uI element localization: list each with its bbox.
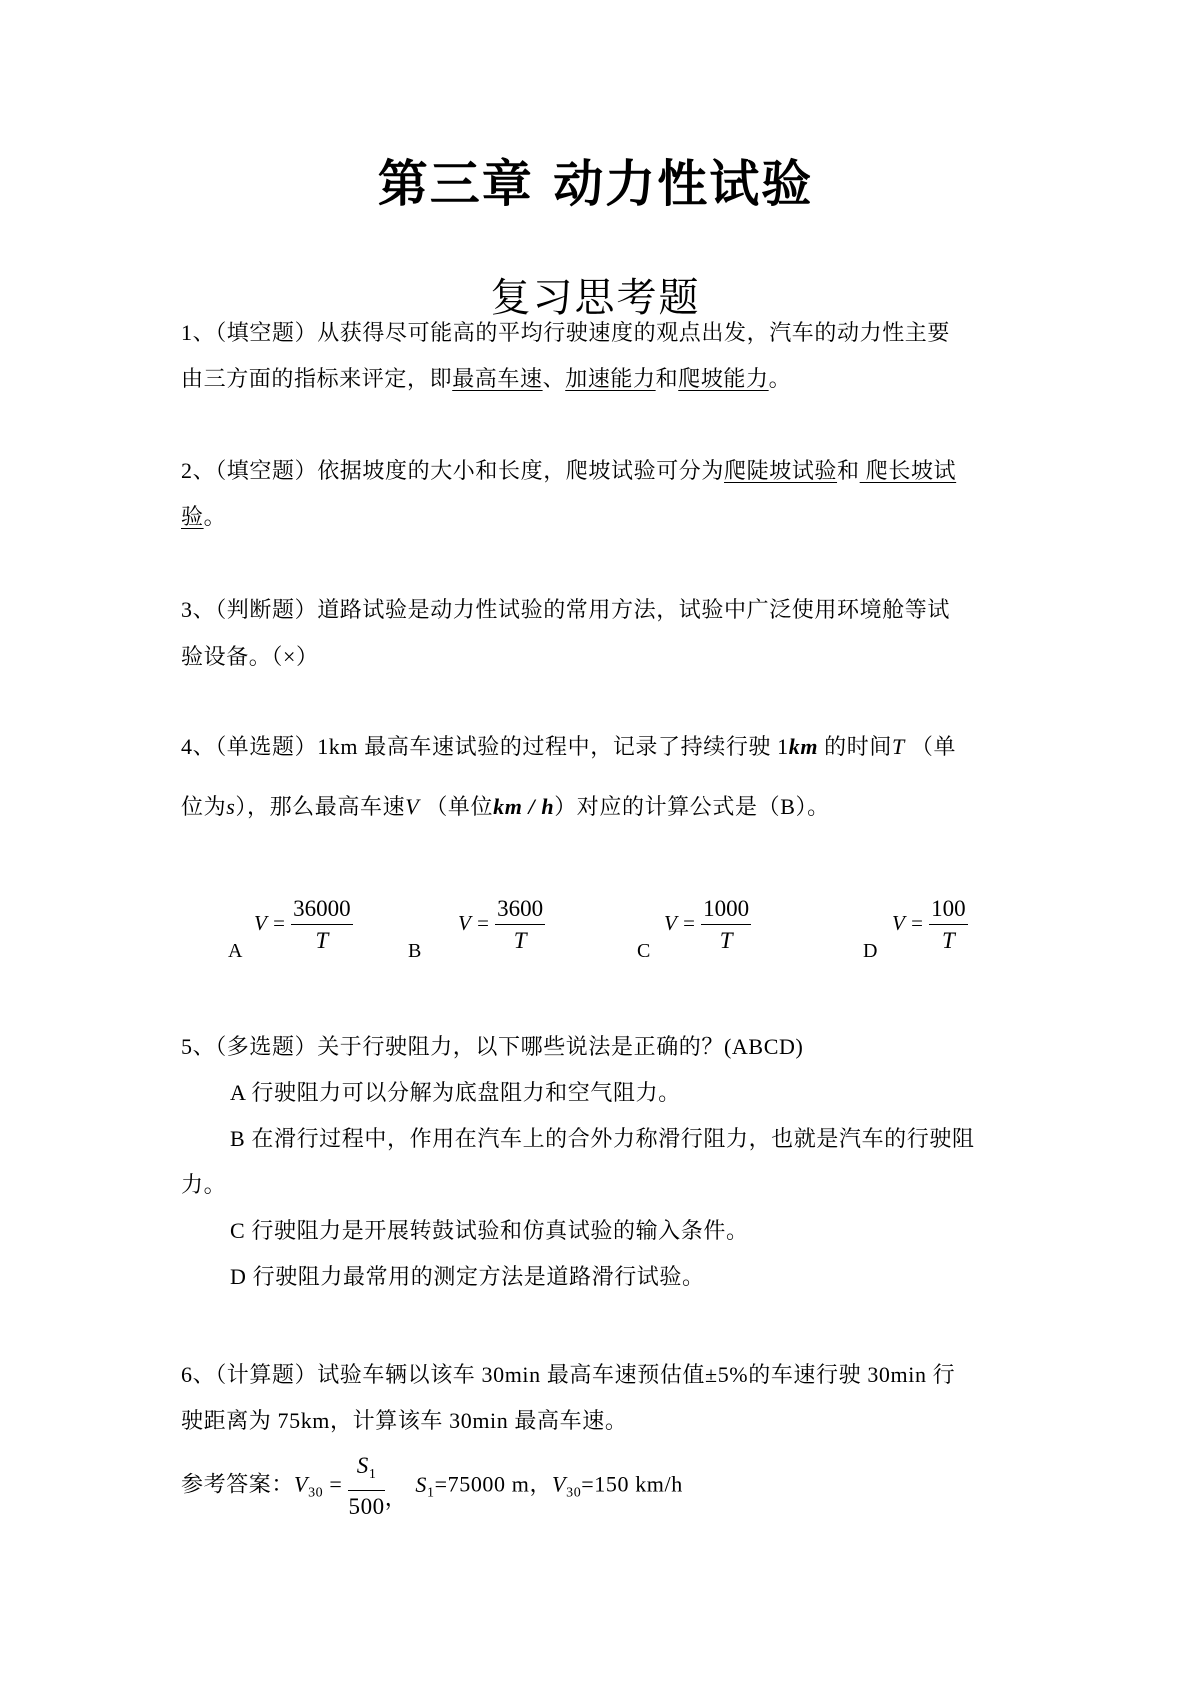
q6-fraction-denominator: 500 [348,1494,385,1519]
q4-unit-km: km [788,734,819,759]
q6-line-1: 6、（计算题）试验车辆以该车 30min 最高车速预估值±5%的车速行驶 30min 行 [181,1362,956,1387]
q6-s1-value: =75000 m， [434,1471,553,1497]
q1-answer-3: 爬坡能力 [678,366,769,391]
q6-s-symbol: S [356,1453,369,1478]
q1-answer-1: 最高车速 [452,366,543,391]
q4-unit-kmh: km / h [493,794,555,819]
q4-option-c-label: C [637,940,651,962]
q4-option-b-label: B [408,940,422,962]
q4-option-b-denominator: T [513,928,527,953]
q4-text-e: ），那么最高车速 [235,794,406,819]
q4-var-V: V [405,794,420,819]
q4-option-d-fraction [929,895,968,955]
q5-line-1: 5、（多选题）关于行驶阻力，以下哪些说法是正确的？(ABCD) [181,1034,804,1059]
q4-line-1 [181,730,1016,764]
q4-text-f: （单位 [419,794,494,819]
q4-option-d-lhs: V = [892,910,924,935]
q1-separator-1: 、 [542,366,566,391]
q4-option-a-formula [254,895,353,955]
q5-option-d: D 行驶阻力最常用的测定方法是道路滑行试验。 [230,1264,705,1289]
q6-v-subscript: 30 [308,1485,324,1501]
q6-answer [181,1452,1016,1531]
q1-text: 由三方面的指标来评定，即 [181,366,453,391]
q4-option-a-label: A [228,940,243,962]
q6-s-subscript: 1 [368,1467,377,1482]
q6-s1-symbol: S [415,1471,428,1497]
q6-v30-value: =150 km/h [581,1471,683,1497]
q3-line-2: 验设备。（×） [181,644,319,669]
q4-var-T: T [891,734,905,759]
q4-line-2 [181,790,1016,824]
q6-equals: = [323,1471,349,1497]
q6-s1-subscript: 1 [427,1485,435,1501]
q6-answer-label: 参考答案： [181,1471,295,1497]
section-subtitle: 复习思考题 [490,275,701,320]
q6-fraction-numerator [348,1452,384,1491]
q4-option-c-fraction [701,895,751,955]
q4-option-b-lhs: V = [458,910,490,935]
q4-option-c-denominator: T [719,928,733,953]
q4-option-a-fraction [291,895,353,955]
q4-option-d-denominator: T [941,928,955,953]
q2-mid: 和 [837,458,860,483]
q4-text-b: 的时间 [818,734,892,759]
q6-v-symbol: V [294,1471,309,1497]
q4-option-d-formula [892,895,968,955]
q4-option-c-numerator: 1000 [701,895,751,925]
q6-v30-symbol: V [552,1471,567,1497]
q4-option-a-lhs: V = [254,910,286,935]
q4-option-b-fraction [495,895,545,955]
q6-fraction [348,1452,384,1521]
q4-option-d-label: D [863,940,878,962]
q1-separator-2: 和 [655,366,679,391]
q2-answer-2b: 验 [181,504,204,529]
q1-line-2 [181,362,1016,396]
q5-option-a: A 行驶阻力可以分解为底盘阻力和空气阻力。 [230,1080,681,1105]
q6-comma: ， [384,1485,408,1511]
q2-line-2 [181,500,1016,534]
q4-option-c-lhs: V = [664,910,696,935]
q2-line-1 [181,454,1016,488]
q4-text-c: （单 [904,734,957,759]
q4-option-a-numerator: 36000 [291,895,353,925]
q4-text-d: 位为 [181,794,227,819]
q5-option-b-line-1: B 在滑行过程中，作用在汽车上的合外力称滑行阻力，也就是汽车的行驶阻 [230,1126,975,1151]
q2-text: 2、（填空题）依据坡度的大小和长度，爬坡试验可分为 [181,458,725,483]
q1-answer-2: 加速能力 [565,366,656,391]
q4-option-a-denominator: T [315,928,329,953]
q5-option-c: C 行驶阻力是开展转鼓试验和仿真试验的输入条件。 [230,1218,749,1243]
q4-var-s: s [226,794,236,819]
q4-option-c-formula [664,895,751,955]
q6-line-2: 驶距离为 75km，计算该车 30min 最高车速。 [181,1408,628,1433]
q4-text-g: ）对应的计算公式是（B）。 [554,794,830,819]
q2-answer-1: 爬陡坡试验 [724,458,838,483]
chapter-title: 第三章 动力性试验 [377,155,814,213]
q4-option-b-numerator: 3600 [495,895,545,925]
q4-option-d-numerator: 100 [929,895,968,925]
q4-text-a: 4、（单选题）1km 最高车速试验的过程中，记录了持续行驶 1 [181,734,789,759]
q2-answer-2a: 爬长坡试 [859,458,957,483]
q2-end: 。 [203,504,227,529]
q4-option-b-formula [458,895,545,955]
q1-line-1: 1、（填空题）从获得尽可能高的平均行驶速度的观点出发，汽车的动力性主要 [181,320,951,345]
q5-option-b-line-2: 力。 [181,1172,227,1197]
q1-end: 。 [768,366,792,391]
q3-line-1: 3、（判断题）道路试验是动力性试验的常用方法，试验中广泛使用环境舱等试 [181,597,951,622]
q6-v30-subscript: 30 [566,1485,582,1501]
